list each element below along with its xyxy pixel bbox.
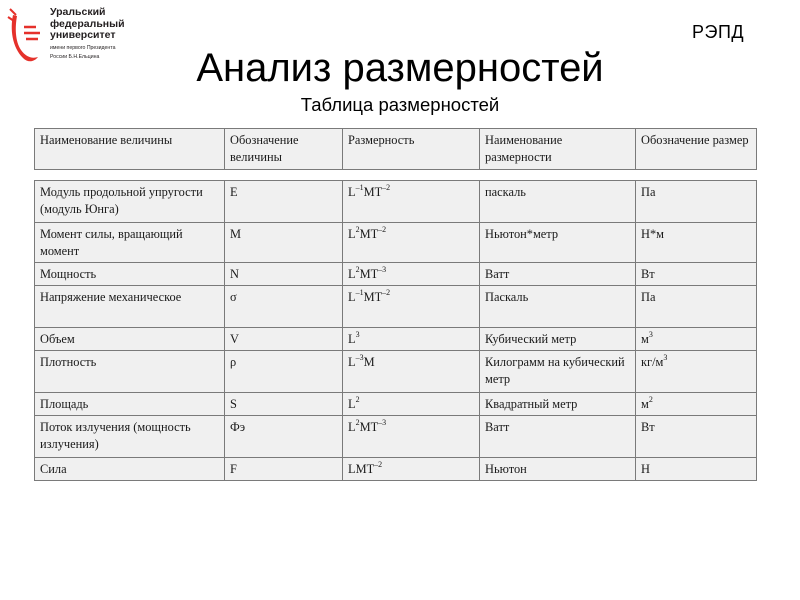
dimension-base: м — [641, 397, 649, 411]
cell-dimension — [343, 416, 480, 458]
cell-unit-name: Ньютон*метр — [480, 223, 636, 263]
dimension-base: MT — [363, 185, 383, 199]
header-cell-unit-name: Наименование размерности — [480, 129, 636, 170]
cell-unit-name: Килограмм на кубический метр — [480, 351, 636, 393]
table-row — [35, 458, 757, 481]
cell-unit-name: Паскаль — [480, 286, 636, 328]
cell-quantity-name: Напряжение механическое — [35, 286, 225, 328]
cell-unit-symbol: Вт — [636, 416, 757, 458]
cell-dimension — [343, 393, 480, 416]
cell-unit-symbol — [636, 328, 757, 351]
cell-quantity-name: Модуль продольной упругости (модуль Юнга) — [35, 181, 225, 223]
cell-dimension — [343, 458, 480, 481]
university-name-line-2: федеральный — [50, 17, 125, 30]
slide-title: Анализ размерностей — [196, 46, 604, 90]
dimension-exponent: –2 — [382, 183, 391, 192]
header-cell-name: Наименование величины — [35, 129, 225, 170]
cell-symbol: E — [225, 181, 343, 223]
dimension-base: L — [348, 332, 356, 346]
cell-quantity-name: Объем — [35, 328, 225, 351]
course-label: РЭПД — [692, 22, 745, 42]
cell-symbol: ρ — [225, 351, 343, 393]
dimension-exponent: 3 — [663, 353, 668, 362]
dimension-base: L — [348, 355, 356, 369]
university-subtitle-line-1: имени первого Президента — [50, 44, 116, 51]
dimension-base: L — [348, 267, 356, 281]
dimension-exponent: 2 — [355, 225, 360, 234]
dimension-exponent: –3 — [378, 418, 387, 427]
dimension-base: L — [348, 290, 356, 304]
header-cell-dimension: Размерность — [343, 129, 480, 170]
dimension-exponent: 2 — [355, 418, 360, 427]
table-row — [35, 263, 757, 286]
dimension-base: MT — [359, 420, 379, 434]
dimension-exponent: 2 — [355, 265, 360, 274]
cell-dimension — [343, 181, 480, 223]
dimension-base: M — [363, 355, 375, 369]
cell-dimension — [343, 263, 480, 286]
cell-dimension — [343, 328, 480, 351]
cell-quantity-name: Мощность — [35, 263, 225, 286]
cell-unit-name: Ньютон — [480, 458, 636, 481]
dimension-base: MT — [363, 290, 383, 304]
cell-quantity-name: Площадь — [35, 393, 225, 416]
dimension-base: MT — [359, 267, 379, 281]
cell-unit-symbol: Па — [636, 286, 757, 328]
table-row — [35, 286, 757, 328]
cell-dimension — [343, 223, 480, 263]
header-cell-symbol: Обозначение величины — [225, 129, 343, 170]
table-row — [35, 393, 757, 416]
university-subtitle-line-2: России Б.Н.Ельцина — [50, 53, 100, 60]
cell-dimension — [343, 351, 480, 393]
cell-quantity-name: Момент силы, вращающий момент — [35, 223, 225, 263]
cell-unit-name: Ватт — [480, 416, 636, 458]
university-name-line-3: университет — [50, 29, 116, 41]
cell-dimension — [343, 286, 480, 328]
cell-unit-symbol: Вт — [636, 263, 757, 286]
dimension-base: м — [641, 332, 649, 346]
table-row — [35, 181, 757, 223]
cell-quantity-name: Сила — [35, 458, 225, 481]
dimension-exponent: –2 — [374, 460, 383, 469]
cell-unit-symbol: Па — [636, 181, 757, 223]
dimension-base: L — [348, 185, 356, 199]
table-row — [35, 416, 757, 458]
dimension-base: MT — [359, 227, 379, 241]
cell-unit-name: Ватт — [480, 263, 636, 286]
header-row — [35, 129, 757, 170]
dimension-base: L — [348, 227, 356, 241]
cell-unit-symbol — [636, 351, 757, 393]
table-header — [34, 128, 757, 170]
dimension-base: LMT — [348, 462, 375, 476]
table-body — [35, 181, 757, 481]
cell-symbol: M — [225, 223, 343, 263]
cell-symbol: Фэ — [225, 416, 343, 458]
cell-quantity-name: Плотность — [35, 351, 225, 393]
cell-unit-symbol: Н*м — [636, 223, 757, 263]
table-row — [35, 223, 757, 263]
dimensions-table — [34, 180, 757, 481]
dimension-base: L — [348, 420, 356, 434]
dimension-exponent: 2 — [648, 395, 653, 404]
dimension-exponent: –3 — [355, 353, 364, 362]
cell-unit-symbol — [636, 393, 757, 416]
cell-symbol: S — [225, 393, 343, 416]
cell-unit-name: паскаль — [480, 181, 636, 223]
dimension-exponent: –3 — [378, 265, 387, 274]
cell-quantity-name: Поток излучения (мощность излучения) — [35, 416, 225, 458]
header-cell-unit-symbol: Обозначение размер — [636, 129, 757, 170]
university-name-line-1: Уральский — [50, 6, 106, 18]
dimension-exponent: –2 — [382, 288, 391, 297]
dimension-exponent: –1 — [355, 183, 364, 192]
slide-subtitle: Таблица размерностей — [300, 94, 500, 115]
cell-unit-name: Кубический метр — [480, 328, 636, 351]
cell-symbol: V — [225, 328, 343, 351]
cell-unit-symbol: Н — [636, 458, 757, 481]
cell-symbol: F — [225, 458, 343, 481]
dimension-exponent: –1 — [355, 288, 364, 297]
cell-unit-name: Квадратный метр — [480, 393, 636, 416]
dimension-exponent: –2 — [378, 225, 387, 234]
dimension-exponent: 2 — [355, 395, 360, 404]
table-row — [35, 328, 757, 351]
dimension-base: L — [348, 397, 356, 411]
cell-symbol: σ — [225, 286, 343, 328]
dimension-exponent: 3 — [355, 330, 360, 339]
dimension-base: кг/м — [641, 355, 664, 369]
cell-symbol: N — [225, 263, 343, 286]
table-row — [35, 351, 757, 393]
dimension-exponent: 3 — [648, 330, 653, 339]
